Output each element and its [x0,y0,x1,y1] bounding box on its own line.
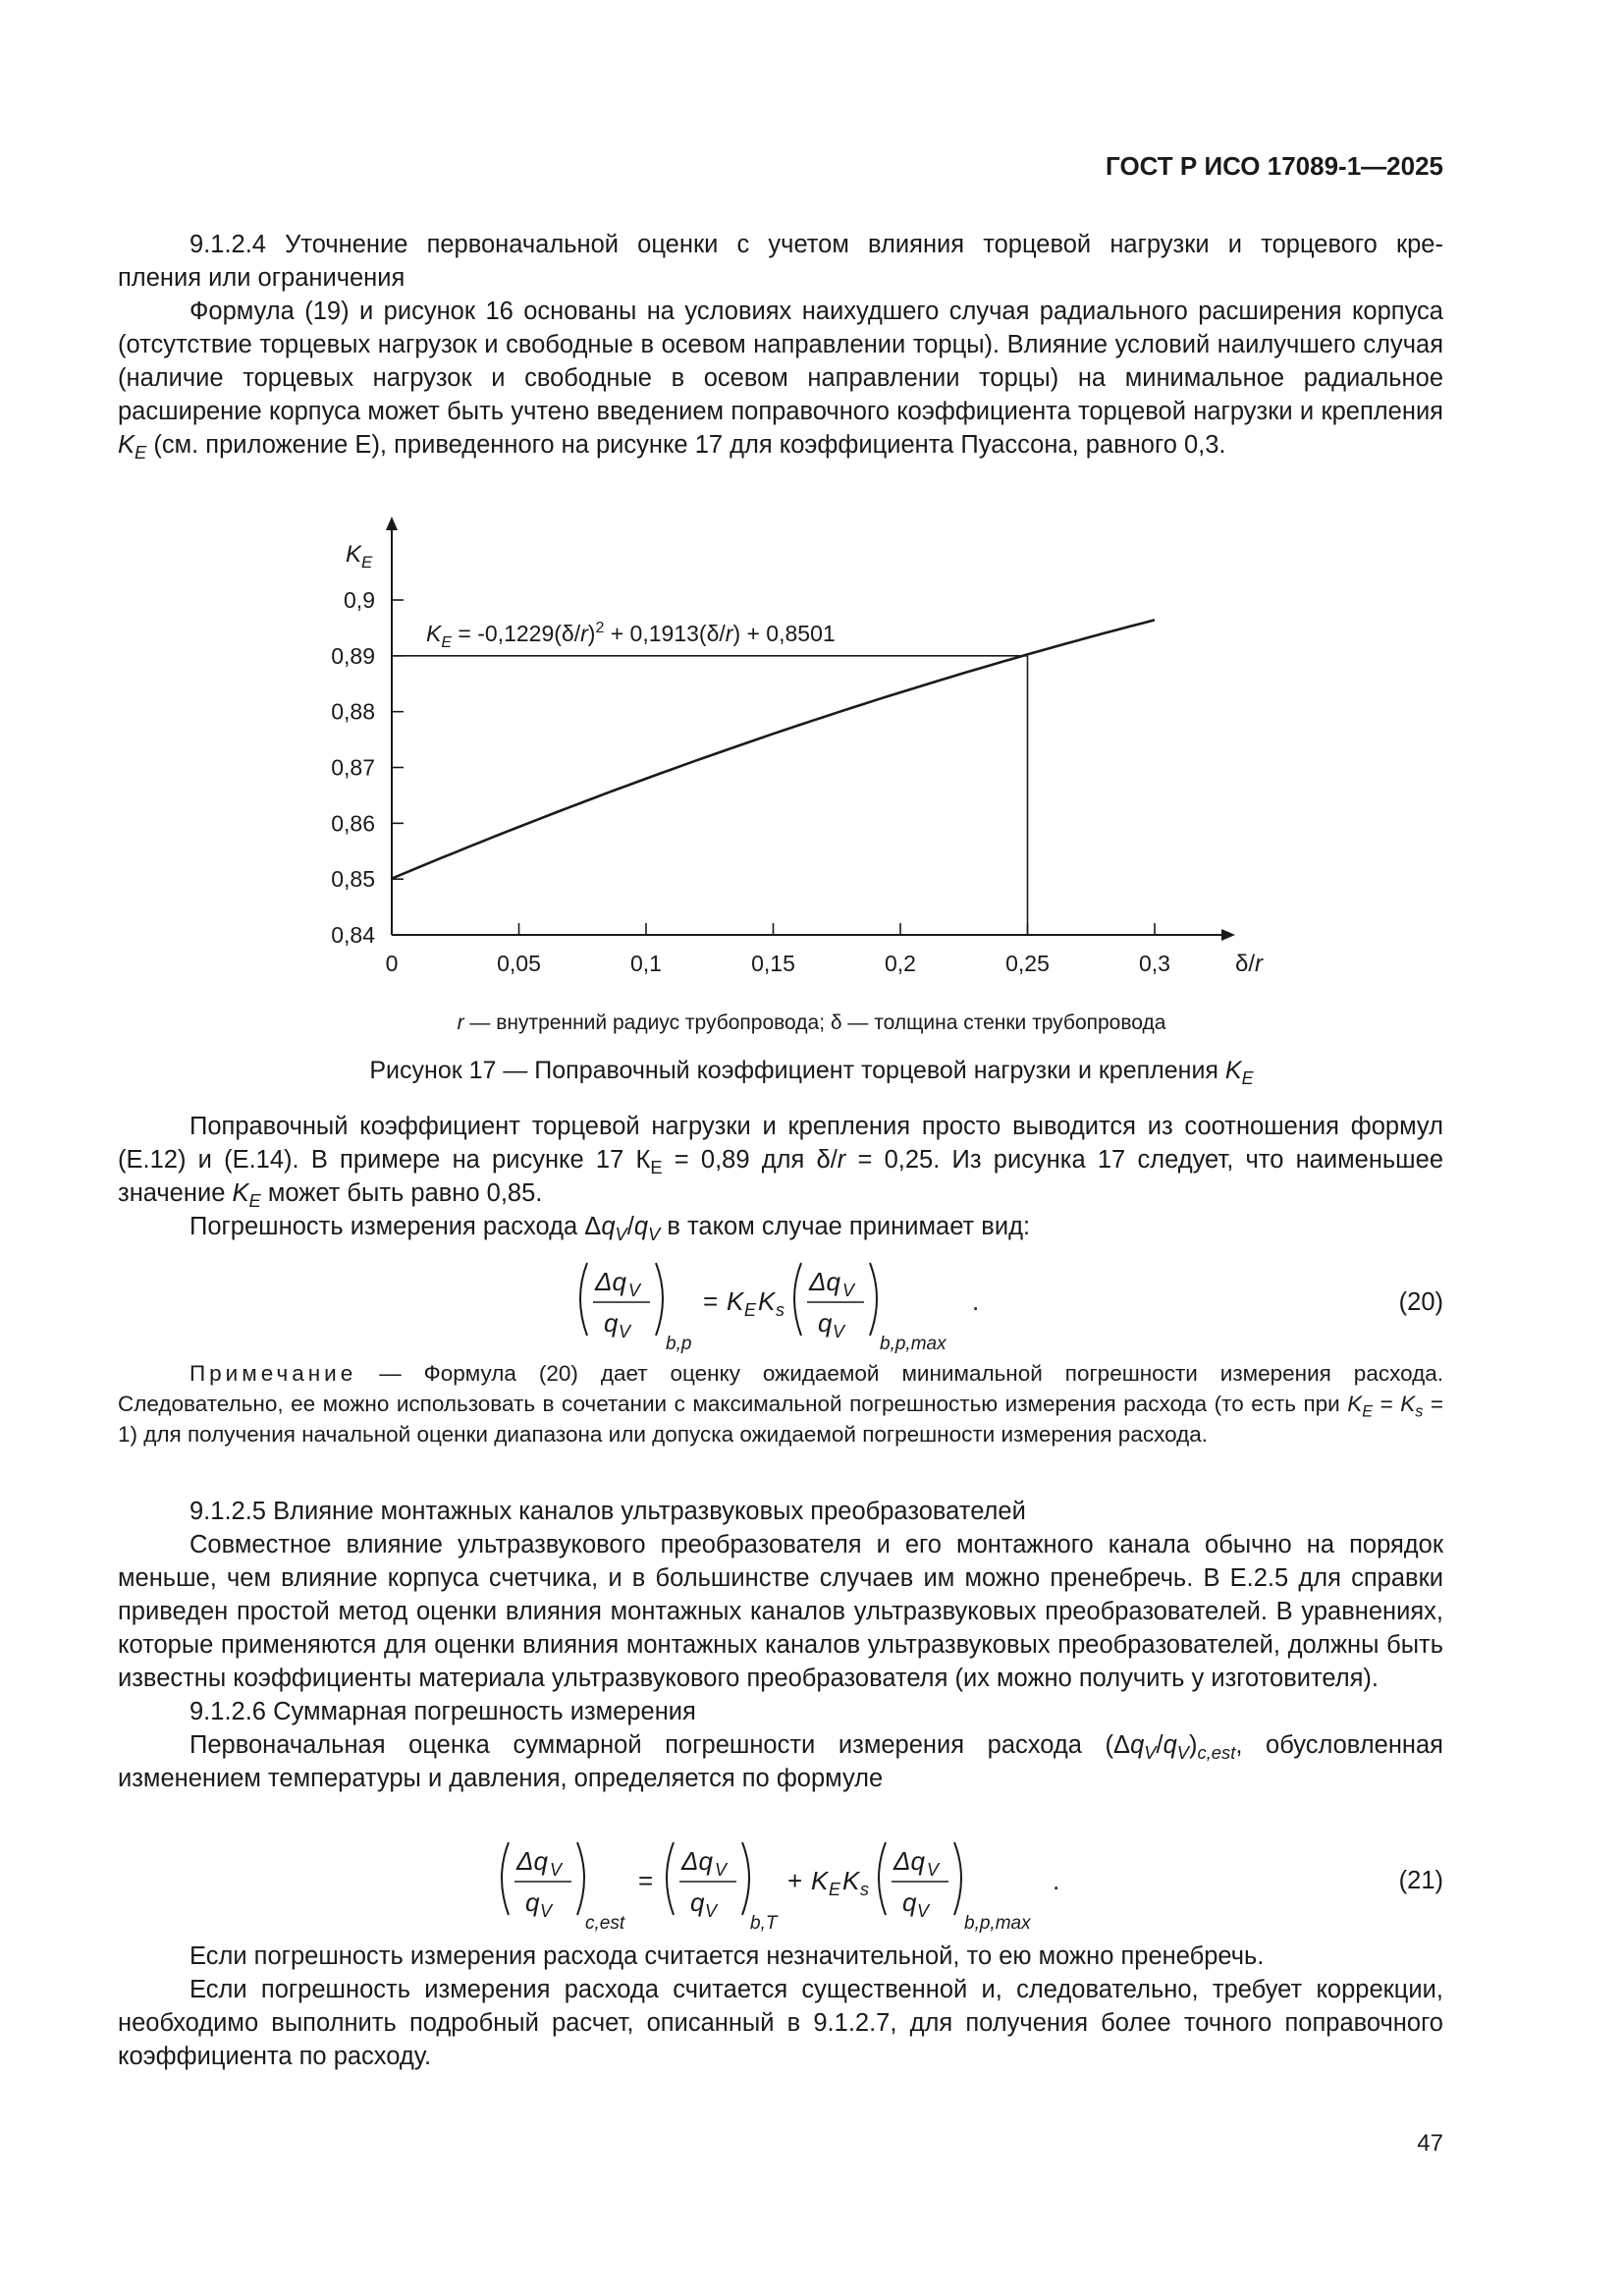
svg-text:s: s [776,1300,784,1320]
ke-curve [392,620,1155,878]
svg-text:V: V [842,1281,855,1300]
svg-text:.: . [1053,1866,1060,1895]
svg-text:K: K [842,1866,860,1895]
svg-text:q: q [902,1887,917,1917]
note-block [118,1358,1443,1449]
svg-text:q: q [525,1887,540,1917]
y-tick-label: 0,9 [344,587,375,613]
x-tick-label: 0,15 [751,951,795,976]
svg-text:+: + [787,1866,803,1895]
paragraph: Первоначальная оценка суммарной погрешности измерения расхода $(\Delta q_V/q_V)_{c,est}$, обусловленная изменением температуры и давления, определяется по формуле [118,1731,1443,1792]
svg-text:=: = [703,1286,719,1316]
body-after-figure [118,1110,1443,1243]
section-title: 9.1.2.5 Влияние монтажных каналов ультразвуковых преобразователей [189,1498,1026,1525]
y-tick-label: 0,87 [331,754,375,781]
paragraph: Поправочный коэффициент торцевой нагрузки и крепления просто выводится из соотношения формул (Е.12) и (Е.14). В примере на рисунке 17 $К_Е = 0,89$ для δ/r = 0,25. Из рисунка 17 следует, что наименьшее значение $K_E$ может быть равно 0,85. [118,1113,1444,1212]
closing-paragraphs [118,1940,1443,2073]
x-axis-label: δ/r [1235,951,1264,977]
section-9-1-2-4 [118,228,1443,462]
paragraph: Погрешность измерения расхода $\Delta q_V/q_V$ в таком случае принимает вид: [189,1213,1031,1245]
x-tick-label: 0,1 [630,951,662,976]
svg-text:=: = [638,1866,654,1895]
svg-text:V: V [917,1901,930,1921]
x-tick-label: 0,25 [1005,951,1050,976]
note-label: Примечание [189,1361,357,1386]
eq21-rhs-subscript: b,p,max [964,1913,1031,1934]
paragraph: Если погрешность измерения расхода считается незначительной, то ею можно пренебречь. [189,1942,1265,1970]
standard-designation: ГОСТ Р ИСО 17089-1—2025 [1106,151,1443,181]
section-title-line1: 9.1.2.4 Уточнение первоначальной оценки с учетом влияния торцевой нагрузки и торцевого кре- [189,231,1443,258]
x-tick-label: 0 [385,951,399,976]
eq20-lhs-subscript: b,p [666,1334,692,1354]
y-tick-label: 0,89 [331,642,375,669]
svg-text:K: K [758,1286,776,1316]
sections-9-1-2-5-and-6 [118,1495,1443,1795]
svg-text:V: V [705,1901,718,1921]
svg-text:V: V [927,1860,940,1880]
svg-text:V: V [550,1860,563,1880]
svg-text:V: V [715,1860,728,1880]
figure-legend-note: r — внутренний радиус трубопровода; δ — толщина стенки трубопровода [457,1011,1166,1034]
svg-text:q: q [690,1887,705,1917]
eq21-mid-subscript: b,T [750,1913,778,1934]
y-tick-label: 0,85 [331,866,375,893]
paragraph: Формула (19) и рисунок 16 основаны на условиях наихудшего случая радиального расширения корпуса (отсутствие торцевых нагрузок и свободные в осевом направлении торцы). Влияние условий наилучшего случая (наличие торцевых нагрузок и свободные в осевом направлении торцы) на минимальное радиальное расширение корпуса может быть учтено введением поправочного коэффициента торцевой нагрузки и крепления $K_E$ (см. приложение Е), приведенного на рисунке 17 для коэффициента Пуассона, равного 0,3. [118,298,1443,464]
eq21-lhs-subscript: c,est [585,1913,625,1934]
y-tick-label: 0,86 [331,810,375,837]
svg-text:K: K [811,1866,829,1895]
svg-text:q: q [818,1308,833,1338]
section-title-line2: пления или ограничения [118,264,406,292]
section-title: 9.1.2.6 Суммарная погрешность измерения [189,1698,696,1725]
svg-text:Δq: Δq [809,1267,840,1296]
note-paragraph: Примечание — Формула (20) дает оценку ожидаемой минимальной погрешности измерения расхода. Следовательно, ее можно использовать в сочетании с максимальной погрешностью измерения расхода (то есть при $K_E = K_s = 1$) для получения начальной оценки диапазона или допуска ожидаемой погрешности измерения расхода. [118,1361,1443,1447]
curve-equation: $K_E = -0,1229(\delta/r)^2 + 0,1913(\delta/r) + 0,8501$ [426,619,836,651]
x-tick-label: 0,2 [885,951,916,976]
svg-text:Δq: Δq [681,1846,713,1876]
page-number: 47 [1417,2130,1443,2157]
equation-21 [491,1834,1100,1933]
svg-text:q: q [604,1308,619,1338]
paragraph: Совместное влияние ультразвукового преобразователя и его монтажного канала обычно на порядок меньше, чем влияние корпуса счетчика, и в большинстве случаев им можно пренебречь. В Е.2.5 для справки приведен простой метод оценки влияния монтажных каналов ультразвуковых преобразователей. В уравнениях, которые применяются для оценки влияния монтажных каналов ультразвуковых преобразователей, должны быть известны коэффициенты материала ультразвукового преобразователя (их можно получить у изготовителя). [118,1531,1443,1692]
svg-text:K: K [727,1286,744,1316]
figure-caption: Рисунок 17 — Поправочный коэффициент торцевой нагрузки и крепления $K_E$ [369,1057,1254,1088]
svg-text:Δq: Δq [516,1846,548,1876]
svg-text:V: V [628,1281,641,1300]
svg-text:Δq: Δq [893,1846,925,1876]
svg-text:V: V [833,1322,845,1341]
paragraph: Если погрешность измерения расхода считается существенной и, следовательно, требует коррекции, необходимо выполнить подробный расчет, описанный в 9.1.2.7, для получения более точного поправочного коэффициента по расходу. [118,1976,1443,2070]
equation-20-number: (20) [1398,1288,1443,1316]
x-tick-label: 0,05 [497,951,541,976]
svg-text:Δq: Δq [595,1267,626,1296]
y-tick-label: 0,84 [331,922,375,948]
svg-text:s: s [860,1880,869,1899]
svg-text:V: V [540,1901,553,1921]
svg-text:.: . [972,1286,980,1316]
equation-20 [569,1255,1031,1353]
y-axis-label: $K_E$ [346,541,373,572]
x-axis-arrow [1221,929,1235,941]
y-axis-arrow [386,517,398,530]
svg-text:V: V [619,1322,631,1341]
y-tick-label: 0,88 [331,698,375,725]
svg-text:E: E [744,1300,757,1320]
eq20-rhs-subscript: b,p,max [880,1334,947,1354]
svg-text:E: E [829,1880,841,1899]
x-tick-label: 0,3 [1139,951,1170,976]
equation-21-number: (21) [1398,1867,1443,1894]
